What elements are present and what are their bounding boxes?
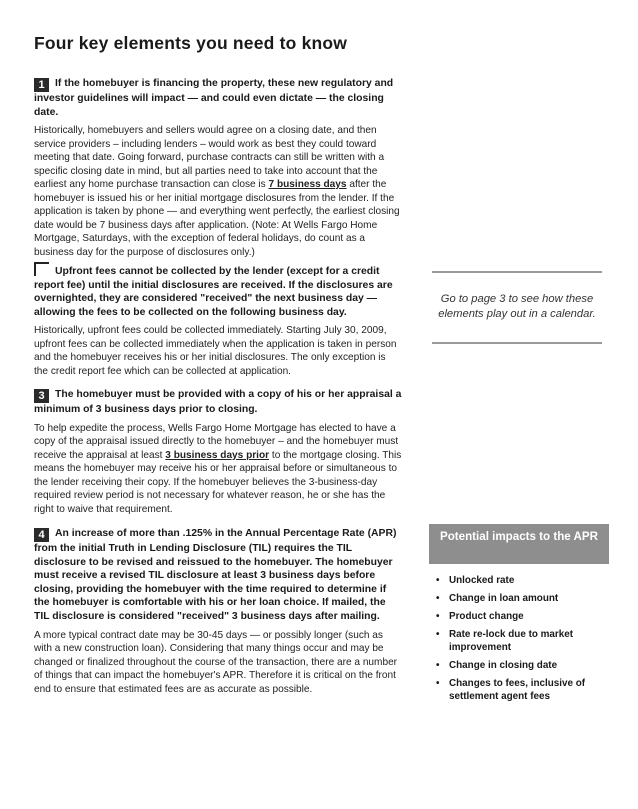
section-number-badge: 3 bbox=[34, 389, 49, 403]
page-title: Four key elements you need to know bbox=[34, 33, 348, 53]
impacts-list bbox=[436, 574, 611, 708]
list-item: • Product change bbox=[436, 610, 611, 623]
section-3-heading-text: The homebuyer must be provided with a copy of his or her appraisal a minimum of 3 business days prior to closing. bbox=[34, 389, 402, 415]
emphasis-7-business-days: 7 business days bbox=[268, 179, 347, 191]
section-number-badge bbox=[34, 262, 49, 276]
emphasis-3-business-days-prior: 3 business days prior bbox=[165, 449, 270, 461]
section-2-heading-text: Upfront fees cannot be collected by the lender (except for a credit report fee) until the initial disclosures are received. If the disclosures are overnighted, they are considered "received" the next business day — allowing the fees to be collected on the following business day. bbox=[34, 266, 393, 318]
list-item: • Change in loan amount bbox=[436, 592, 611, 605]
section-1-heading bbox=[34, 77, 402, 119]
section-1-body-text-a: Historically, homebuyers and sellers would agree on a closing date, and then service providers – including lenders – would work as best they could toward meeting that date. Going forward, purchase contracts can still be written with a specific closing date in mind, but all parties need to take into account that the earliest any home purchase transaction can close is bbox=[34, 125, 385, 191]
section-4 bbox=[34, 527, 402, 696]
section-2-body: Historically, upfront fees could be collected immediately. Starting July 30, 2009, upfront fees can be collected immediately when the application is taken in person and the homebuyer receives his or her initial disclosures. The only exception is the credit report fee which can be collected at application. bbox=[34, 325, 397, 377]
section-1-body bbox=[34, 124, 402, 259]
list-item: • Rate re-lock due to market improvement bbox=[436, 628, 611, 654]
section-number-badge: 4 bbox=[34, 528, 49, 542]
list-item: • Change in closing date bbox=[436, 659, 611, 672]
section-2 bbox=[34, 262, 402, 378]
section-3-heading bbox=[34, 388, 402, 417]
section-1-heading-text: If the homebuyer is financing the property, these new regulatory and investor guidelines will impact — and could even dictate — the closing date. bbox=[34, 78, 394, 118]
section-number-badge: 1 bbox=[34, 78, 49, 92]
impacts-header: Potential impacts to the APR bbox=[429, 524, 609, 564]
section-1-body-text-b: after the homebuyer is issued his or her initial mortgage disclosures from the lender. If the application is taken by phone — and everything went perfectly, the earliest closing date would be 7 business days after application. (Note: At Wells Fargo Home Mortgage, Saturdays, with the exception of federal holidays, do count as a business day for the purpose of disclosures only.) bbox=[34, 179, 400, 258]
section-3-body-text-a: To help expedite the process, Wells Fargo Home Mortgage has elected to have a copy of the appraisal issued directly to the homebuyer – and the homebuyer must receive the appraisal at least bbox=[34, 422, 399, 461]
section-3-body bbox=[34, 422, 402, 517]
section-1 bbox=[34, 77, 402, 259]
section-2-heading bbox=[34, 262, 402, 319]
section-3-body-text-b: to the mortgage closing. This means the homebuyer may receive his or her appraisal before or simultaneous to the lender receiving their copy. If the homebuyer believes the 3-business-day required review period is not necessary for whatever reason, he or she has the right to waive that requirement. bbox=[34, 449, 402, 515]
section-4-heading-text: An increase of more than .125% in the Annual Percentage Rate (APR) from the initial Truth in Lending Disclosure (TIL) requires the TIL disclosure to be revised and reissued to the homebuyer. The homebuyer must receive a revised TIL disclosure at least 3 business days before closing, providing the homebuyer with the time required to determine if the homebuyer is comfortable with his or her loan choice. If mailed, the TIL disclosure is considered "received" 3 business days after mailing. bbox=[34, 528, 397, 622]
section-4-body: A more typical contract date may be 30-45 days — or possibly longer (such as with a new construction loan). Considering that many things occur and may be changed or finalized throughout the course of the transaction, there are a number of things that can impact the homebuyer's APR. Therefore it is critical on the front end to ensure that estimated fees are as accurate as possible. bbox=[34, 629, 398, 695]
section-3 bbox=[34, 388, 402, 516]
calendar-callout: Go to page 3 to see how these elements play out in a calendar. bbox=[438, 293, 596, 320]
section-4-heading bbox=[34, 527, 402, 624]
list-item: • Unlocked rate bbox=[436, 574, 611, 587]
list-item: • Changes to fees, inclusive of settlement agent fees bbox=[436, 677, 611, 703]
callout-top-rule bbox=[432, 271, 602, 273]
callout-bottom-rule bbox=[432, 342, 602, 344]
